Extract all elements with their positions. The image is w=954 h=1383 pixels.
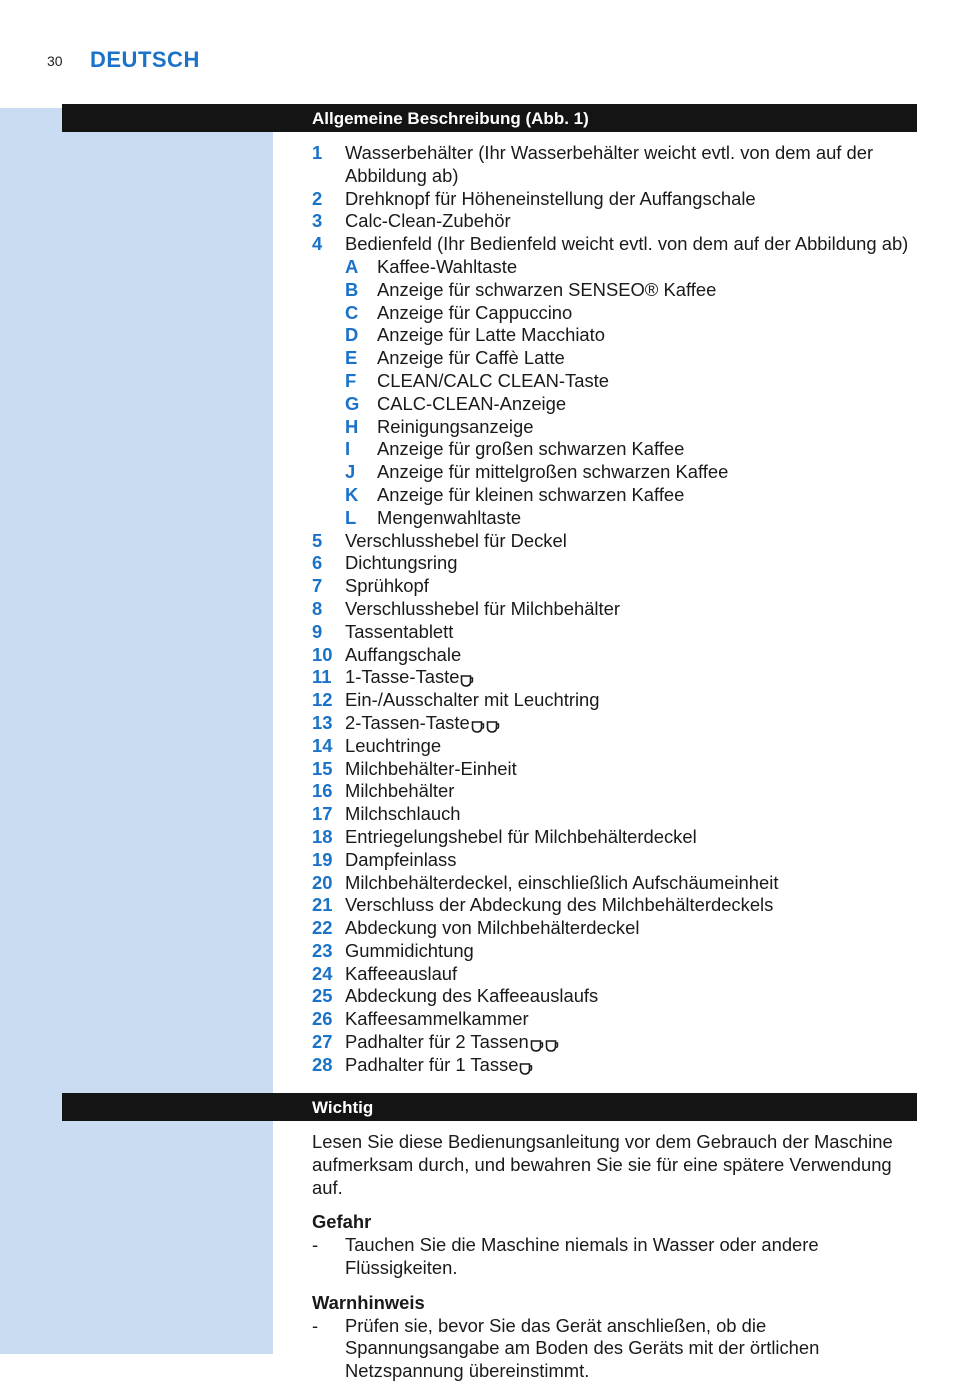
item-number: 16 bbox=[312, 780, 333, 802]
item-number: I bbox=[345, 438, 351, 460]
item-number: 4 bbox=[312, 233, 323, 255]
coffee-cup-icon bbox=[460, 671, 474, 685]
item-number: 26 bbox=[312, 1008, 333, 1030]
item-text: Kaffee-Wahltaste bbox=[377, 255, 518, 277]
sub-list-item bbox=[312, 461, 912, 484]
item-number: 6 bbox=[312, 552, 323, 574]
list-item bbox=[312, 872, 912, 895]
item-number: 28 bbox=[312, 1053, 333, 1075]
item-text: Abdeckung des Kaffeeauslaufs bbox=[345, 985, 599, 1007]
important-section bbox=[312, 1131, 912, 1383]
item-text: Tassentablett bbox=[345, 620, 454, 642]
danger-item bbox=[312, 1234, 912, 1280]
sub-list-item bbox=[312, 324, 912, 347]
item-number: 12 bbox=[312, 689, 333, 711]
item-number: H bbox=[345, 415, 359, 437]
item-number: 10 bbox=[312, 643, 333, 665]
item-text: Milchbehälterdeckel, einschließlich Aufschäumeinheit bbox=[345, 871, 779, 893]
item-number: 27 bbox=[312, 1031, 333, 1053]
item-number: 1 bbox=[312, 142, 323, 163]
list-item bbox=[312, 1031, 912, 1054]
item-number: B bbox=[345, 278, 359, 300]
section-bar-description bbox=[62, 104, 917, 132]
coffee-cup-icon bbox=[519, 1059, 533, 1073]
list-item bbox=[312, 552, 912, 575]
item-text: Dichtungsring bbox=[345, 552, 458, 574]
item-text: Bedienfeld (Ihr Bedienfeld weicht evtl. von dem auf der Abbildung ab) bbox=[345, 233, 909, 255]
item-text: Leuchtringe bbox=[345, 734, 442, 756]
sub-list-item bbox=[312, 370, 912, 393]
item-text: Kaffeeauslauf bbox=[345, 962, 458, 984]
list-item bbox=[312, 963, 912, 986]
warning-heading: Warnhinweis bbox=[312, 1291, 425, 1313]
item-text: Padhalter für 2 Tassen bbox=[345, 1031, 529, 1053]
item-number: 3 bbox=[312, 210, 323, 232]
item-number: 18 bbox=[312, 825, 333, 847]
sub-list-item bbox=[312, 484, 912, 507]
list-item bbox=[312, 142, 912, 188]
item-number: G bbox=[345, 392, 360, 414]
item-number: 2 bbox=[312, 187, 323, 209]
section-bar-important bbox=[62, 1093, 917, 1121]
item-number: 8 bbox=[312, 597, 323, 619]
coffee-cup-icon bbox=[545, 1036, 559, 1050]
item-number: J bbox=[345, 461, 356, 483]
danger-text: Tauchen Sie die Maschine niemals in Wasser oder andere Flüssigkeiten. bbox=[345, 1234, 819, 1278]
list-item bbox=[312, 1054, 912, 1077]
list-item bbox=[312, 712, 912, 735]
list-item bbox=[312, 985, 912, 1008]
list-item bbox=[312, 210, 912, 233]
item-number: 11 bbox=[312, 666, 332, 688]
item-number: 21 bbox=[312, 894, 333, 916]
item-number: 23 bbox=[312, 939, 333, 961]
language-heading: DEUTSCH bbox=[90, 47, 200, 72]
item-number: 9 bbox=[312, 620, 323, 642]
parts-list bbox=[312, 142, 912, 1077]
sidebar-panel bbox=[0, 108, 273, 1354]
item-number: C bbox=[345, 301, 359, 323]
dash-bullet: - bbox=[312, 1314, 319, 1336]
list-item bbox=[312, 233, 912, 256]
list-item bbox=[312, 735, 912, 758]
sub-list-item bbox=[312, 438, 912, 461]
section-title: Wichtig bbox=[312, 1098, 374, 1117]
list-item bbox=[312, 530, 912, 553]
item-text: Auffangschale bbox=[345, 643, 462, 665]
item-text: CLEAN/CALC CLEAN-Taste bbox=[377, 369, 610, 391]
item-text: Milchschlauch bbox=[345, 803, 461, 825]
list-item bbox=[312, 940, 912, 963]
item-text: Anzeige für großen schwarzen Kaffee bbox=[377, 438, 685, 460]
danger-heading: Gefahr bbox=[312, 1211, 372, 1233]
list-item bbox=[312, 849, 912, 872]
intro-paragraph: Lesen Sie diese Bedienungsanleitung vor dem Gebrauch der Maschine aufmerksam durch, und bewahren Sie sie für eine spätere Verwendung auf. bbox=[312, 1131, 893, 1198]
item-number: A bbox=[345, 255, 359, 277]
item-text: Abdeckung von Milchbehälterdeckel bbox=[345, 917, 640, 939]
sub-list-item bbox=[312, 507, 912, 530]
sub-list-item bbox=[312, 416, 912, 439]
item-text: Dampfeinlass bbox=[345, 848, 457, 870]
item-number: 24 bbox=[312, 962, 333, 984]
item-text: Gummidichtung bbox=[345, 939, 474, 961]
dash-bullet: - bbox=[312, 1234, 319, 1256]
section-title: Allgemeine Beschreibung (Abb. 1) bbox=[312, 109, 589, 128]
item-text: Anzeige für mittelgroßen schwarzen Kaffee bbox=[377, 461, 729, 483]
item-text: Sprühkopf bbox=[345, 575, 429, 597]
item-number: 17 bbox=[312, 803, 333, 825]
item-text: Milchbehälter-Einheit bbox=[345, 757, 517, 779]
item-number: E bbox=[345, 347, 358, 369]
coffee-cup-icon bbox=[486, 717, 500, 731]
list-item bbox=[312, 188, 912, 211]
list-item bbox=[312, 780, 912, 803]
sub-list-item bbox=[312, 279, 912, 302]
list-item bbox=[312, 644, 912, 667]
list-item bbox=[312, 758, 912, 781]
list-item bbox=[312, 894, 912, 917]
item-number: 7 bbox=[312, 575, 323, 597]
item-text: 2-Tassen-Taste bbox=[345, 711, 470, 733]
item-number: 22 bbox=[312, 917, 333, 939]
item-number: 5 bbox=[312, 529, 323, 551]
list-item bbox=[312, 826, 912, 849]
item-text: Anzeige für schwarzen SENSEO® Kaffee bbox=[377, 278, 717, 300]
item-number: L bbox=[345, 506, 357, 528]
coffee-cup-icon bbox=[530, 1036, 544, 1050]
item-number: F bbox=[345, 369, 357, 391]
list-item bbox=[312, 917, 912, 940]
item-text: Mengenwahltaste bbox=[377, 506, 522, 528]
item-text: Anzeige für Cappuccino bbox=[377, 301, 573, 323]
sub-list-item bbox=[312, 302, 912, 325]
item-number: 13 bbox=[312, 711, 333, 733]
page-number: 30 bbox=[47, 53, 63, 69]
warning-item bbox=[312, 1315, 912, 1383]
list-item bbox=[312, 689, 912, 712]
sub-list-item bbox=[312, 347, 912, 370]
item-text: Entriegelungshebel für Milchbehälterdeckel bbox=[345, 825, 697, 847]
item-text: Wasserbehälter (Ihr Wasserbehälter weicht evtl. von dem auf der Abbildung ab) bbox=[345, 142, 874, 186]
item-text: Ein-/Ausschalter mit Leuchtring bbox=[345, 689, 600, 711]
item-text: Kaffeesammelkammer bbox=[345, 1008, 529, 1030]
item-text: Calc-Clean-Zubehör bbox=[345, 210, 511, 232]
sub-list-item bbox=[312, 393, 912, 416]
list-item bbox=[312, 803, 912, 826]
item-text: Milchbehälter bbox=[345, 780, 455, 802]
coffee-cup-icon bbox=[471, 717, 485, 731]
item-number: D bbox=[345, 324, 359, 346]
item-number: 19 bbox=[312, 848, 333, 870]
item-text: Anzeige für Caffè Latte bbox=[377, 347, 565, 369]
item-text: Verschlusshebel für Milchbehälter bbox=[345, 597, 620, 619]
item-text: Verschluss der Abdeckung des Milchbehälterdeckels bbox=[345, 894, 774, 916]
item-number: K bbox=[345, 483, 359, 505]
item-number: 25 bbox=[312, 985, 333, 1007]
sub-list-item bbox=[312, 256, 912, 279]
list-item bbox=[312, 575, 912, 598]
item-number: 15 bbox=[312, 757, 333, 779]
item-text: Padhalter für 1 Tasse bbox=[345, 1053, 519, 1075]
list-item bbox=[312, 598, 912, 621]
warning-text: Prüfen sie, bevor Sie das Gerät anschließen, ob die Spannungsangabe am Boden des Geräts mit der örtlichen Netzspannung übereinstimmt. bbox=[345, 1314, 820, 1382]
item-text: Drehknopf für Höheneinstellung der Auffangschale bbox=[345, 187, 756, 209]
list-item bbox=[312, 666, 912, 689]
item-number: 14 bbox=[312, 734, 333, 756]
item-text: Reinigungsanzeige bbox=[377, 415, 534, 437]
list-item bbox=[312, 1008, 912, 1031]
item-text: Verschlusshebel für Deckel bbox=[345, 529, 567, 551]
item-text: Anzeige für Latte Macchiato bbox=[377, 324, 605, 346]
item-text: CALC-CLEAN-Anzeige bbox=[377, 392, 567, 414]
item-number: 20 bbox=[312, 871, 333, 893]
list-item bbox=[312, 621, 912, 644]
item-text: 1-Tasse-Taste bbox=[345, 666, 460, 688]
item-text: Anzeige für kleinen schwarzen Kaffee bbox=[377, 483, 685, 505]
